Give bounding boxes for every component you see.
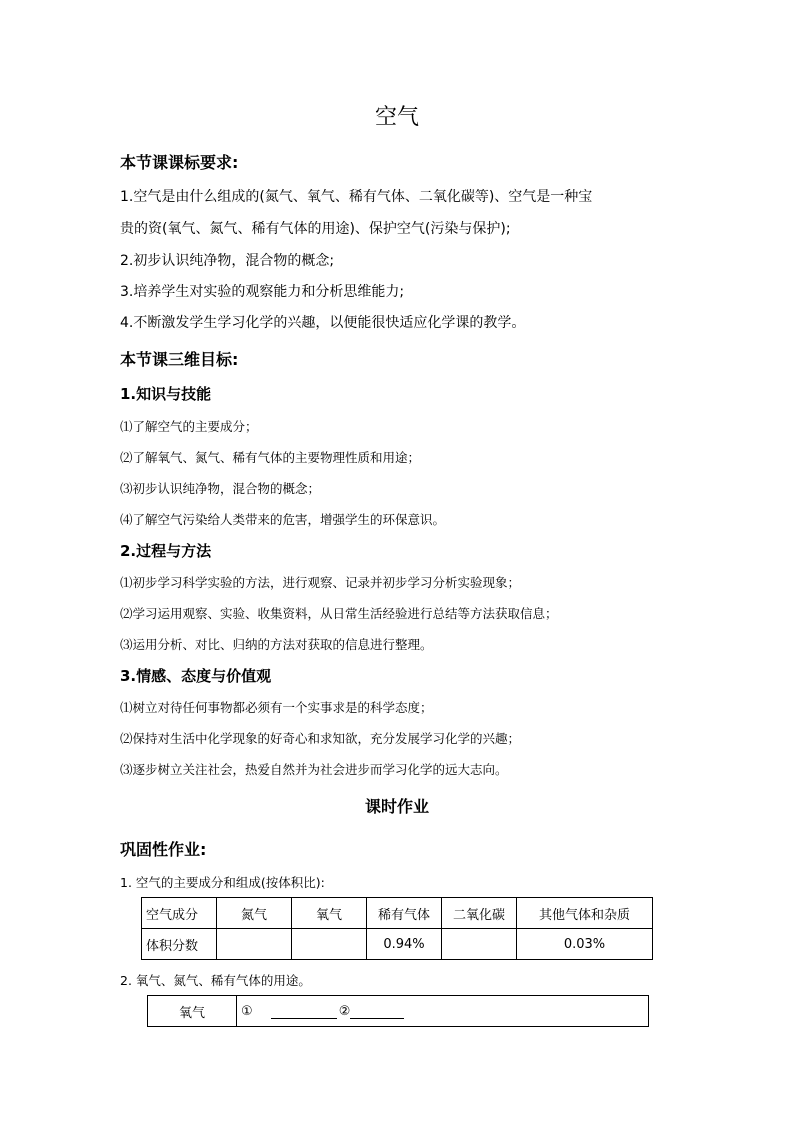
- table-cell: 0.94%: [367, 929, 442, 960]
- air-composition-table: [141, 897, 653, 960]
- answer-blank-2[interactable]: [350, 1004, 404, 1019]
- table-cell: 空气成分: [142, 898, 217, 929]
- standard-item: 贵的资(氧气、氮气、稀有气体的用途)、保护空气(污染与保护);: [120, 221, 511, 237]
- answer-cell[interactable]: [237, 996, 649, 1027]
- table-cell: 其他气体和杂质: [517, 898, 653, 929]
- objective-item: ⑵了解氧气、氮气、稀有气体的主要物理性质和用途；: [120, 450, 421, 465]
- standard-item: 2.初步认识纯净物，混合物的概念;: [120, 253, 335, 269]
- homework-heading: 巩固性作业:: [120, 840, 207, 859]
- objective-item: ⑶运用分析、对比、归纳的方法对获取的信息进行整理。: [120, 637, 433, 652]
- table-row: [148, 996, 649, 1027]
- table-header-row: [142, 898, 653, 929]
- table-cell: 氧气: [148, 996, 237, 1027]
- table-cell-blank[interactable]: [292, 929, 367, 960]
- subheading-knowledge: 1.知识与技能: [120, 385, 212, 403]
- table-cell: 二氧化碳: [442, 898, 517, 929]
- section-heading-standards: 本节课课标要求:: [120, 153, 239, 172]
- table-cell-blank[interactable]: [442, 929, 517, 960]
- objective-item: ⑴了解空气的主要成分；: [120, 419, 258, 434]
- table-cell-blank[interactable]: [217, 929, 292, 960]
- table-cell: 0.03%: [517, 929, 653, 960]
- table-cell: 稀有气体: [367, 898, 442, 929]
- standard-item: 3.培养学生对实验的观察能力和分析思维能力;: [120, 284, 405, 300]
- gas-uses-table: [147, 995, 649, 1027]
- objective-item: ⑷了解空气污染给人类带来的危害，增强学生的环保意识。: [120, 512, 446, 527]
- objective-item: ⑵保持对生活中化学现象的好奇心和求知欲，充分发展学习化学的兴趣；: [120, 731, 521, 746]
- blank-marker-1: ①: [241, 1003, 253, 1019]
- table-cell: 氮气: [217, 898, 292, 929]
- standard-item: 4.不断激发学生学习化学的兴趣，以便能很快适应化学课的教学。: [120, 315, 526, 331]
- subheading-process: 2.过程与方法: [120, 542, 212, 560]
- page-title: 空气: [374, 105, 419, 130]
- table-row: [142, 929, 653, 960]
- answer-blank-1[interactable]: [271, 1004, 337, 1019]
- blank-marker-2: ②: [338, 1003, 351, 1019]
- objective-item: ⑵学习运用观察、实验、收集资料，从日常生活经验进行总结等方法获取信息；: [120, 606, 558, 621]
- objective-item: ⑴树立对待任何事物都必须有一个实事求是的科学态度；: [120, 700, 433, 715]
- table-cell: 体积分数: [142, 929, 217, 960]
- table-cell: 氧气: [292, 898, 367, 929]
- question-1-label: 1. 空气的主要成分和组成(按体积比):: [120, 875, 325, 890]
- homework-title: 课时作业: [364, 797, 429, 816]
- objective-item: ⑴初步学习科学实验的方法，进行观察、记录并初步学习分析实验现象；: [120, 575, 521, 590]
- objective-item: ⑶初步认识纯净物，混合物的概念；: [120, 481, 321, 496]
- section-heading-objectives: 本节课三维目标:: [120, 350, 239, 369]
- question-2-label: 2. 氧气、氮气、稀有气体的用途。: [120, 973, 311, 988]
- objective-item: ⑶逐步树立关注社会，热爱自然并为社会进步而学习化学的远大志向。: [120, 762, 508, 777]
- standard-item: 1.空气是由什么组成的(氮气、氧气、稀有气体、二氧化碳等)、空气是一种宝: [120, 189, 593, 205]
- subheading-attitude: 3.情感、态度与价值观: [120, 667, 272, 685]
